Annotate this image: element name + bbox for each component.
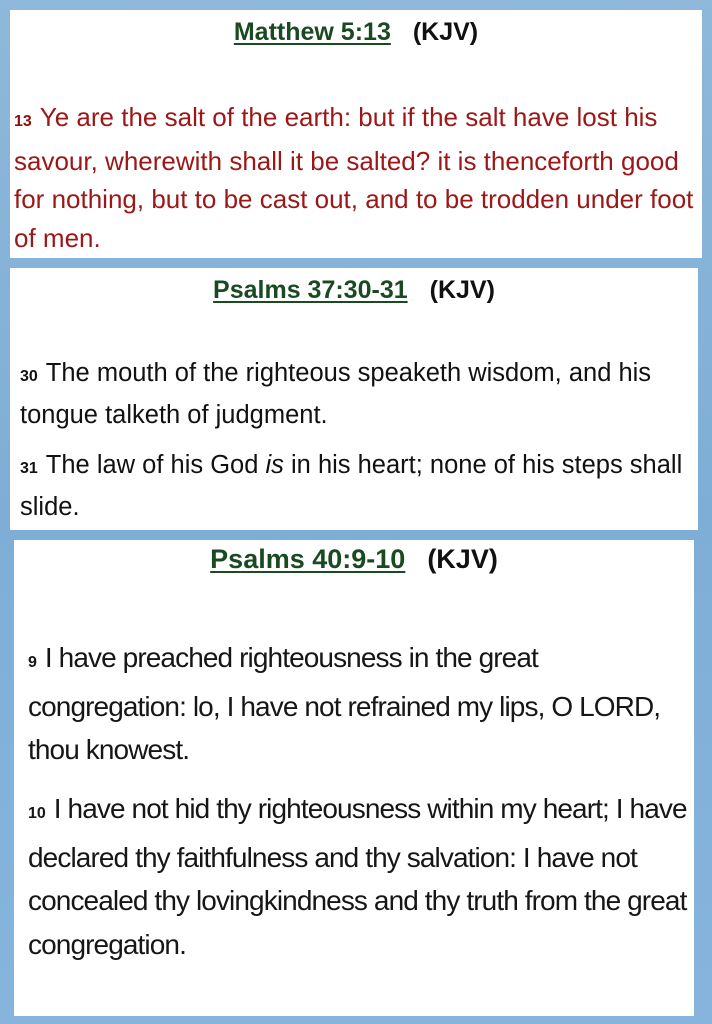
passage-header xyxy=(14,544,694,575)
passage-card-psalms-40-9-10 xyxy=(14,540,694,1016)
verse-9 xyxy=(28,636,692,772)
verse-text: I have not hid thy righteousness within my heart; I have declared thy faithfulness and thy salvation: I have not concealed thy lovingkindness and thy truth from the great congregation. xyxy=(28,793,687,960)
verse-31 xyxy=(20,446,696,526)
verse-number: 13 xyxy=(14,113,32,130)
verse-number: 10 xyxy=(28,805,46,822)
verse-text: Ye are the salt of the earth: but if the salt have lost his savour, wherewith shall it be salted? it is thenceforth good for nothing, but to be cast out, and to be trodden under foot of men. xyxy=(14,102,694,253)
verse-text-before: The law of his God xyxy=(45,451,266,479)
version-label: (KJV) xyxy=(427,544,498,574)
verse-10 xyxy=(28,787,692,966)
verse-30 xyxy=(20,354,696,434)
passage-reference-link[interactable]: Psalms 40:9-10 xyxy=(210,544,406,574)
passage-reference-link[interactable]: Matthew 5:13 xyxy=(233,18,391,46)
passage-card-psalms-37-30-31 xyxy=(10,268,698,530)
version-label: (KJV) xyxy=(429,276,495,304)
passage-card-matthew-5-13 xyxy=(10,10,702,258)
verse-text: The mouth of the righteous speaketh wisdom, and his tongue talketh of judgment. xyxy=(20,359,652,429)
passage-header xyxy=(10,276,698,305)
version-label: (KJV) xyxy=(412,18,479,46)
verse-number: 30 xyxy=(20,368,38,385)
verse-text-italic: is xyxy=(265,451,284,479)
verse-13 xyxy=(14,98,700,257)
verse-number: 9 xyxy=(28,654,37,671)
passage-header xyxy=(10,18,702,47)
verse-number: 31 xyxy=(20,460,38,477)
verse-text: I have preached righteousness in the great congregation: lo, I have not refrained my lips, O LORD, thou knowest. xyxy=(28,642,661,765)
passage-reference-link[interactable]: Psalms 37:30-31 xyxy=(213,276,408,304)
verse-text-after: in his heart; none of his steps shall slide. xyxy=(20,451,683,521)
